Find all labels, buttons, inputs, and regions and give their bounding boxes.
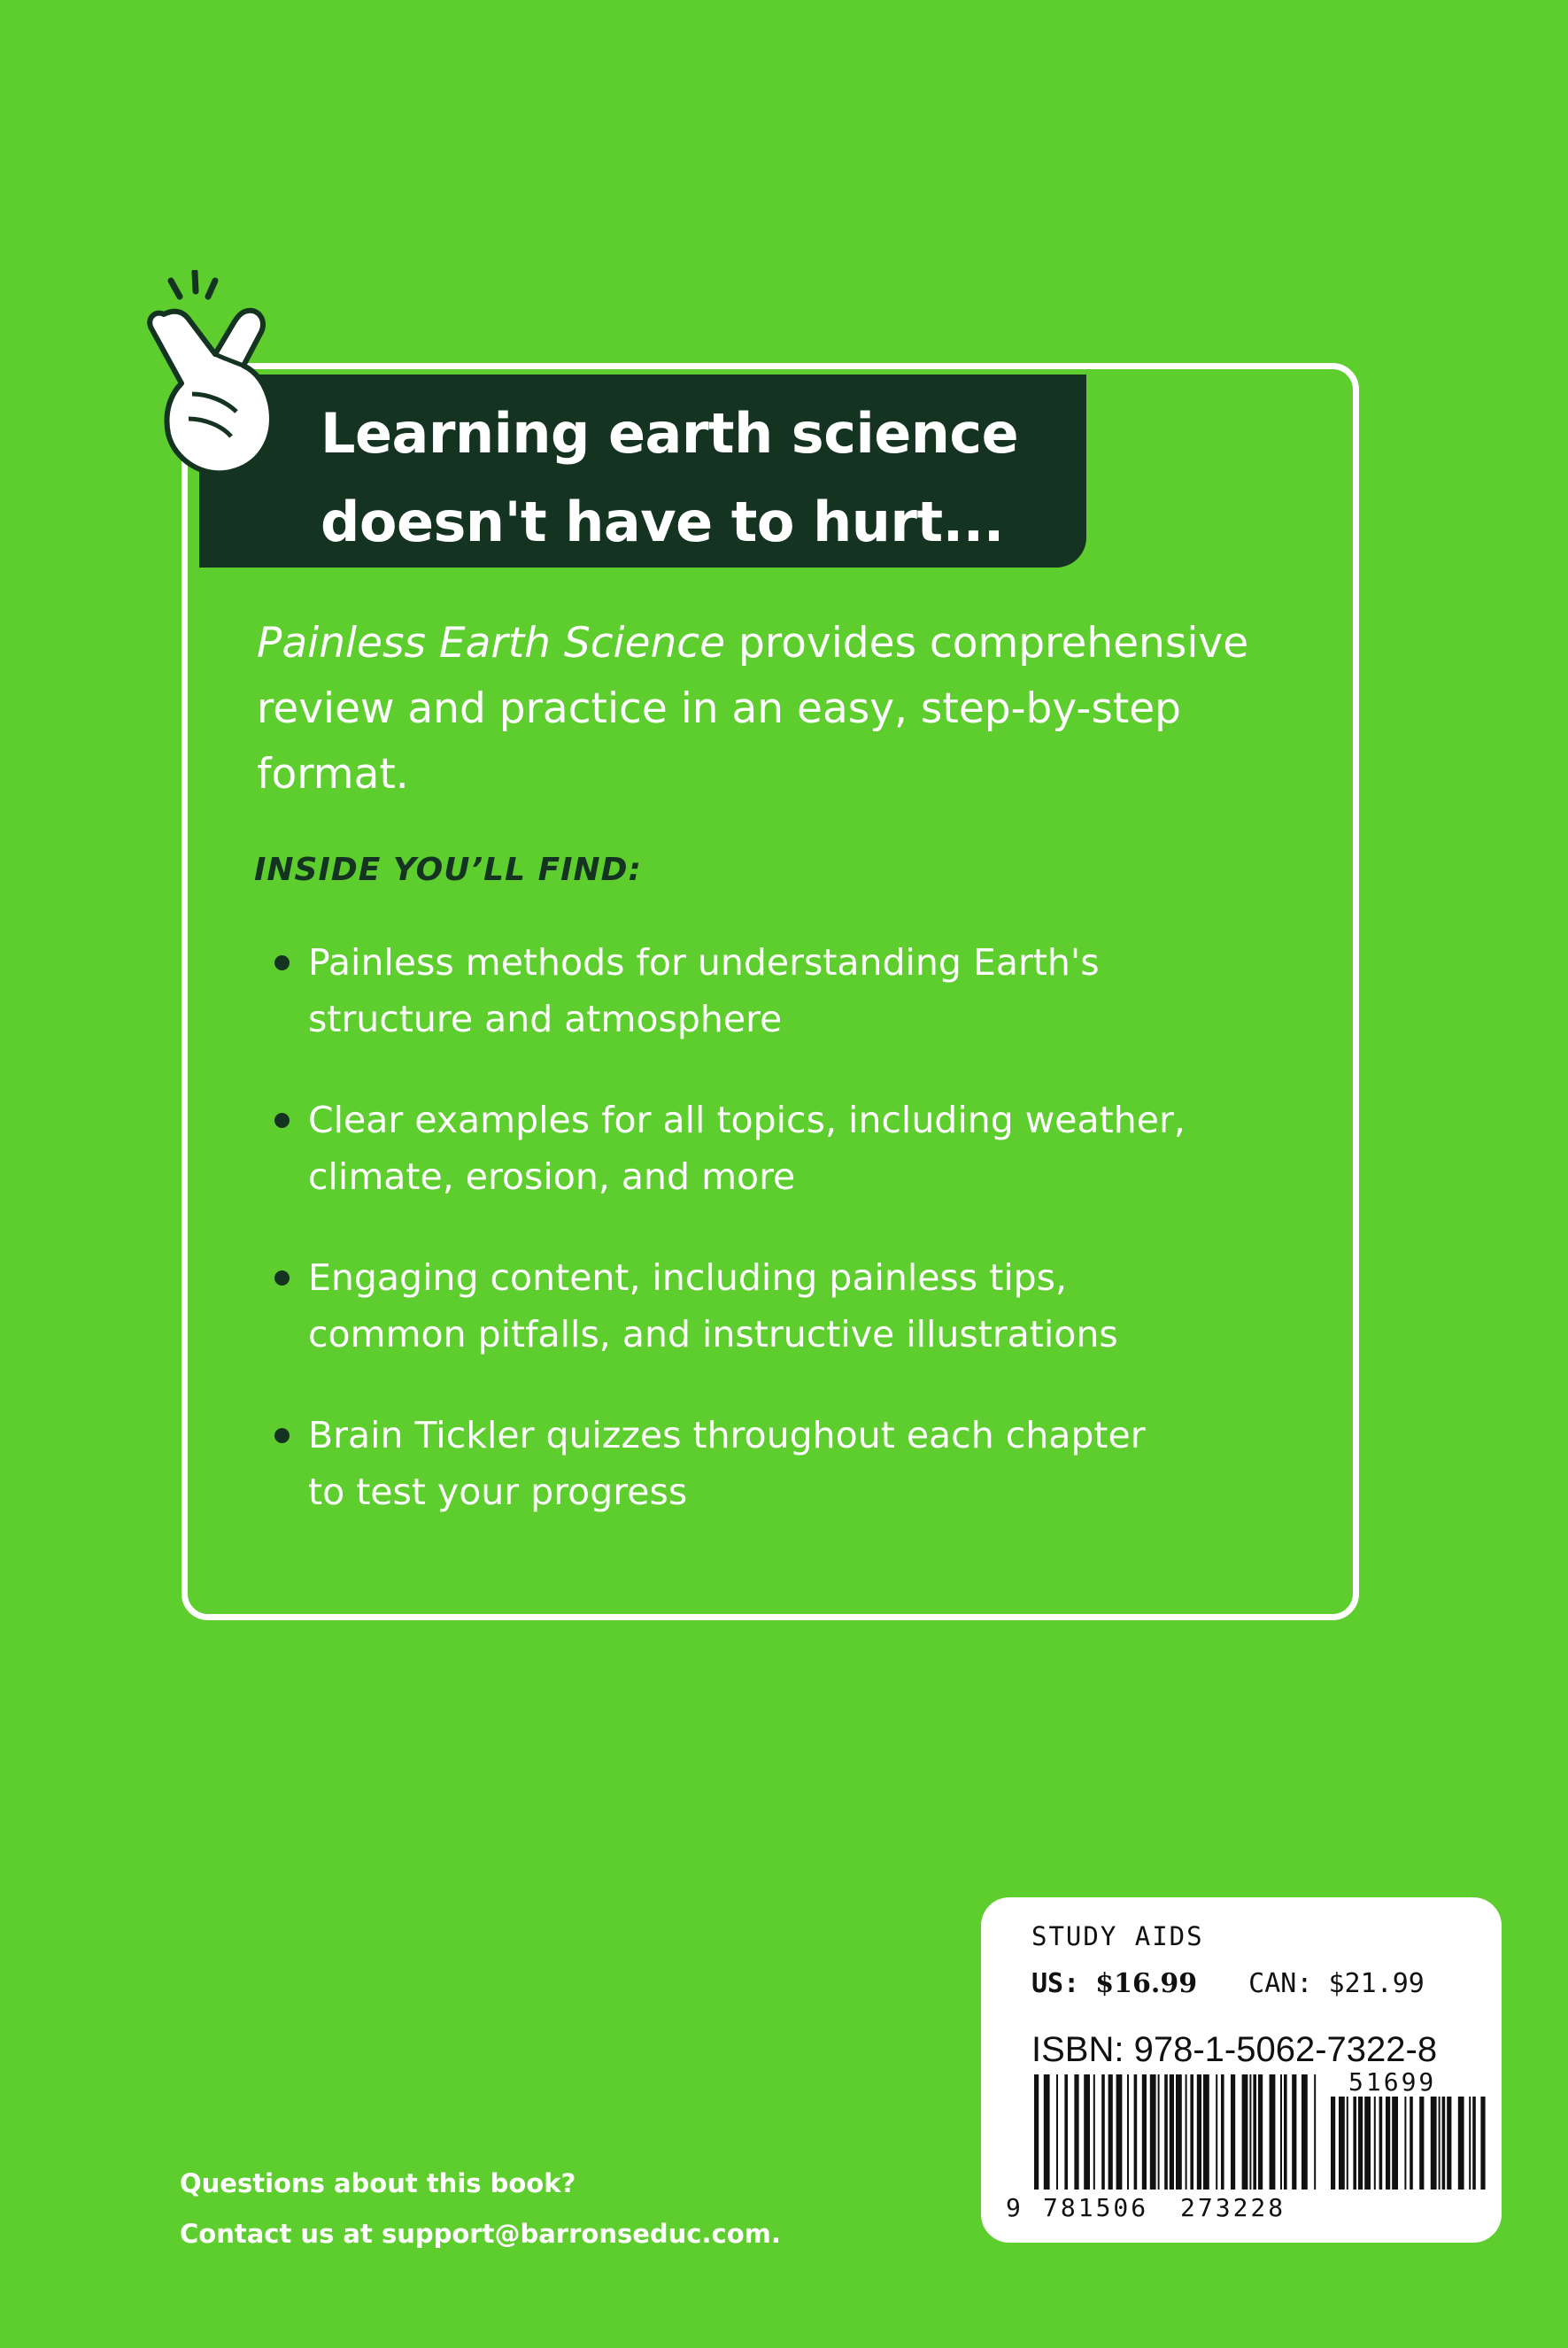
barcode-bar — [1280, 2074, 1282, 2190]
barcode-bar — [1410, 2097, 1413, 2190]
headline — [321, 390, 1073, 567]
barcode-bar — [1374, 2097, 1376, 2190]
can-price: $21.99 — [1328, 1968, 1425, 1999]
can-price-label: CAN: — [1248, 1968, 1313, 1999]
barcode-bar — [1231, 2074, 1235, 2190]
barcode-bar — [1170, 2074, 1174, 2190]
feature-line-1: Engaging content, including painless tips, — [308, 1256, 1068, 1299]
barcode-bar — [1353, 2097, 1356, 2190]
bullet-icon — [274, 1113, 290, 1128]
barcode-bar — [1442, 2097, 1446, 2190]
barcode-bar — [1379, 2097, 1383, 2190]
barcode-bar — [1176, 2074, 1182, 2190]
list-item — [274, 1249, 1319, 1407]
barcode-bar — [1419, 2097, 1424, 2190]
contact-info — [180, 2159, 977, 2259]
list-item — [274, 1407, 1319, 1564]
barcode-bar — [1314, 2074, 1316, 2190]
barcode-bar — [1392, 2097, 1398, 2190]
bullet-icon — [274, 1428, 290, 1443]
feature-line-2: climate, erosion, and more — [308, 1155, 796, 1198]
barcode-bar — [1292, 2074, 1296, 2190]
intro-paragraph — [257, 611, 1319, 807]
barcode-bar — [1044, 2074, 1050, 2190]
barcode-bar — [1339, 2097, 1345, 2190]
inside-heading: INSIDE YOU’LL FIND: — [254, 852, 642, 888]
barcode-bar — [1386, 2097, 1390, 2190]
book-title: Painless Earth Science — [257, 619, 726, 668]
barcode-bar — [1101, 2074, 1105, 2190]
intro-line-2: review and practice in an easy, step-by-step — [257, 684, 1182, 733]
feature-line-2: to test your progress — [308, 1471, 688, 1513]
barcode-bar — [1331, 2097, 1335, 2190]
bullet-icon — [274, 955, 290, 970]
barcode-bar — [1216, 2074, 1217, 2190]
barcode-left-digits: 781506 — [1043, 2193, 1149, 2222]
barcode-bar — [1093, 2074, 1095, 2190]
addon-digits: 51699 — [1348, 2067, 1437, 2097]
barcode-bar — [1034, 2074, 1039, 2190]
us-price: $16.99 — [1095, 1968, 1198, 1999]
headline-line-1: Learning earth science — [321, 401, 1019, 466]
barcode-bar — [1127, 2074, 1129, 2190]
barcode-bar — [1284, 2074, 1287, 2190]
barcode-bar — [1116, 2074, 1123, 2190]
barcode-bar — [1150, 2074, 1156, 2190]
barcode-bar — [1242, 2074, 1248, 2190]
price-row — [1031, 1968, 1425, 1999]
barcode-bar — [1108, 2074, 1113, 2190]
barcode-bar — [1074, 2074, 1078, 2190]
barcode-bar — [1084, 2074, 1090, 2190]
barcode-bar — [1158, 2074, 1160, 2190]
feature-line-1: Clear examples for all topics, including weather, — [308, 1099, 1186, 1141]
barcode-bar — [1142, 2074, 1147, 2190]
barcode-bar — [1404, 2097, 1406, 2190]
barcode-bar — [1197, 2074, 1201, 2190]
barcode-bar — [1134, 2074, 1138, 2190]
barcode-bar — [1472, 2097, 1476, 2190]
feature-line-2: common pitfalls, and instructive illustrations — [308, 1313, 1118, 1356]
barcode-bar — [1469, 2097, 1471, 2190]
barcode-bar — [1447, 2097, 1451, 2190]
bullet-icon — [274, 1271, 290, 1286]
barcode-bar — [1064, 2074, 1068, 2190]
barcode-right-digits: 273228 — [1180, 2193, 1286, 2222]
barcode-bar — [1347, 2097, 1348, 2190]
category-label: STUDY AIDS — [1031, 1921, 1204, 1951]
intro-line-3: format. — [257, 750, 409, 799]
barcode-bar — [1270, 2074, 1276, 2190]
barcode-bar — [1253, 2074, 1256, 2190]
contact-question: Questions about this book? — [180, 2168, 576, 2198]
barcode-bar — [1458, 2097, 1464, 2190]
barcode-bar — [1302, 2074, 1308, 2190]
barcode-first-digit: 9 — [1006, 2193, 1023, 2222]
list-item — [274, 1092, 1319, 1249]
barcode-bar — [1480, 2097, 1485, 2190]
barcode-bar — [1190, 2074, 1193, 2190]
barcode-bar — [1164, 2074, 1168, 2190]
feature-line-2: structure and atmosphere — [308, 998, 783, 1040]
barcode-bar — [1203, 2074, 1209, 2190]
isbn-number: ISBN: 978-1-5062-7322-8 — [1031, 2030, 1438, 2069]
barcode-bar — [1249, 2074, 1251, 2190]
barcode-bar — [1364, 2097, 1371, 2190]
barcode-bar — [1258, 2074, 1263, 2190]
us-price-label: US: — [1031, 1968, 1080, 1999]
snapping-fingers-icon — [128, 270, 297, 483]
barcode-bar — [1186, 2074, 1187, 2190]
feature-line-1: Painless methods for understanding Earth's — [308, 941, 1100, 984]
barcode-bar — [1358, 2097, 1363, 2190]
barcode-bar — [1431, 2097, 1437, 2190]
feature-line-1: Brain Tickler quizzes throughout each chapter — [308, 1414, 1146, 1456]
snap-burst-icon — [171, 272, 215, 297]
barcode-bar — [1221, 2074, 1224, 2190]
barcode-bar — [1056, 2074, 1058, 2190]
price-barcode-sticker — [981, 1897, 1502, 2243]
barcode-bar — [1439, 2097, 1441, 2190]
headline-line-2: doesn't have to hurt... — [321, 490, 1004, 554]
intro-line-1-rest: provides comprehensive — [725, 619, 1249, 668]
feature-list — [274, 934, 1319, 1564]
contact-email: Contact us at support@barronseduc.com. — [180, 2219, 781, 2249]
list-item — [274, 934, 1319, 1092]
